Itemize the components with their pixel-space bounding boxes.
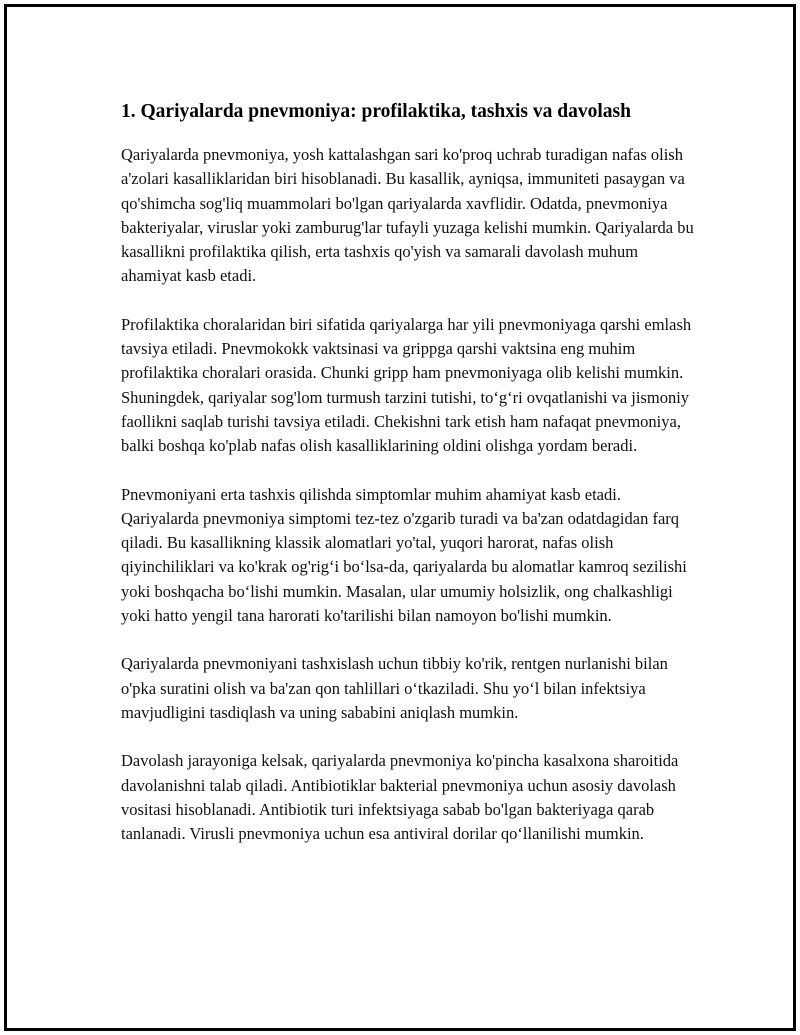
paragraph-diagnosis: Qariyalarda pnevmoniyani tashxislash uchun tibbiy ko'rik, rentgen nurlanishi bilan o'pka suratini olish va ba'zan qon tahlillari o‘tkaziladi. Shu yo‘l bilan infektsiya mavjudligini tasdiqlash va uning sababini aniqlash mumkin. [121, 654, 668, 722]
paragraph-treatment: Davolash jarayoniga kelsak, qariyalarda pnevmoniya ko'pincha kasalxona sharoitida davolanishni talab qiladi. Antibiotiklar bakterial pnevmoniya uchun asosiy davolash vositasi hisoblanadi. Antibiotik turi infektsiyaga sabab bo'lgan bakteriyaga qarab tanlanadi. Virusli pnevmoniya uchun esa antiviral dorilar qo‘llanilishi mumkin. [121, 751, 679, 844]
document-body [121, 99, 701, 870]
document-title: 1. Qariyalarda pnevmoniya: profilaktika, tashxis va davolash [121, 101, 631, 122]
paragraph-prevention: Profilaktika choralaridan biri sifatida qariyalarga har yili pnevmoniyaga qarshi emlash tavsiya etiladi. Pnevmokokk vaktsinasi va grippga qarshi vaktsina eng muhim profilaktika choralari orasida. Chunki gripp ham pnevmoniyaga olib kelishi mumkin. Shuningdek, qariyalar sog'lom turmush tarzini tutishi, to‘g‘ri ovqatlanishi va jismoniy faollikni saqlab turishi tavsiya etiladi. Chekishni tark etish ham nafaqat pnevmoniya, balki boshqa ko'plab nafas olish kasalliklarining oldini olishga yordam beradi. [121, 314, 692, 456]
paragraph-symptoms: Pnevmoniyani erta tashxis qilishda simptomlar muhim ahamiyat kasb etadi. Qariyalarda pnevmoniya simptomi tez-tez o'zgarib turadi va ba'zan odatdagidan farq qiladi. Bu kasallikning klassik alomatlari yo'tal, yuqori harorat, nafas olish qiyinchiliklari va ko'krak og'rig‘i bo‘lsa-da, qariyalarda bu alomatlar kamroq sezilishi yoki boshqacha bo‘lishi mumkin. Masalan, ular umumiy holsizlik, ong chalkashligi yoki hatto yengil tana harorati ko'tarilishi bilan namoyon bo'lishi mumkin. [121, 484, 687, 626]
page-frame [4, 4, 796, 1031]
paragraph-intro: Qariyalarda pnevmoniya, yosh kattalashgan sari ko'proq uchrab turadigan nafas olish a'zolari kasalliklaridan biri hisoblanadi. Bu kasallik, ayniqsa, immuniteti pasaygan va qo'shimcha sog'liq muammolari bo'lgan qariyalarda xavflidir. Odatda, pnevmoniya bakteriyalar, viruslar yoki zamburug'lar tufayli yuzaga kelishi mumkin. Qariyalarda bu kasallikni profilaktika qilish, erta tashxis qo'yish va samarali davolash muhum ahamiyat kasb etadi. [121, 145, 694, 286]
